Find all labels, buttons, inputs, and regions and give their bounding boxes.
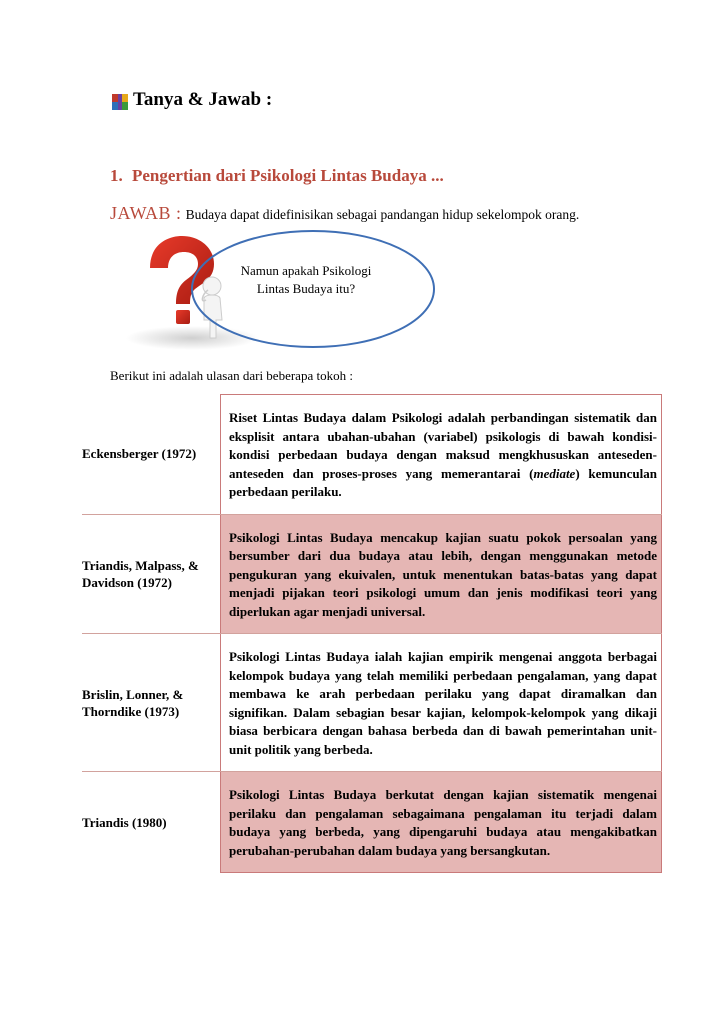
bubble-line-2: Lintas Budaya itu? [256,281,356,296]
section-title: Tanya & Jawab : [133,89,273,110]
author-name: Triandis (1980) [82,815,167,830]
answer-label: JAWAB : [110,203,182,223]
question [110,166,444,186]
table-row [82,633,662,771]
emphasized-term: mediate [533,465,576,481]
question-number: 1. [110,166,123,185]
definitions-table [82,394,662,873]
table-row [82,394,662,514]
question-text: Pengertian dari Psikologi Lintas Budaya ... [132,166,444,185]
definition-text: Riset Lintas Budaya dalam Psikologi adalah perbandingan sistematik dan eksplisit antara ubahan-ubahan (variabel) psikologis di bawah kondisi-kondisi perbedaan budaya dengan maksud mengkhususkan anteseden-anteseden dan proses-proses yang memerantarai (mediate) kemunculan perbedaan perilaku. [229,410,658,499]
colored-square-bullet-icon [112,94,128,110]
author-name: Eckensberger (1972) [82,446,197,462]
table-row [82,771,662,873]
definition-text: Psikologi Lintas Budaya ialah kajian empirik mengenai anggota berbagai kelompok budaya yang telah memiliki perbedaan pengalaman, yang dapat membawa ke arah perbedaan perilaku yang dapat diramalkan dan signifikan. Dalam sebagian besar kajian, kelompok-kelompok yang dikaji biasa berbicara dengan bahasa berbeda dan di bawah pemerintahan unit-unit politik yang berbeda. [229,649,657,757]
speech-bubble-text [216,262,396,298]
definition-cell [220,515,662,634]
definition-cell [220,772,662,873]
definition-cell [220,634,662,771]
definition-text: Psikologi Lintas Budaya mencakup kajian suatu pokok persoalan yang bersumber dari dua budaya atau lebih, dengan menggunakan metode pengukuran yang ekuivalen, untuk menentukan batas-batas yang dapat menjadi pijakan teori psikologi umum dan jenis modifikasi teori yang diperlukan agar menjadi universal. [229,529,657,619]
author-name: Triandis, Malpass, & Davidson (1972) [82,557,199,590]
table-row [82,514,662,634]
answer-text: Budaya dapat didefinisikan sebagai pandangan hidup sekelompok orang. [185,207,580,222]
answer [110,203,579,224]
definition-text: Psikologi Lintas Budaya berkutat dengan kajian sistematik mengenai perilaku dan pengalaman sebagaimana pengalaman itu terjadi dalam budaya yang berbeda, yang dipengaruhi budaya atau mengakibatkan perubahan-perubahan dalam budaya yang bersangkutan. [229,787,657,858]
author-name: Brislin, Lonner, & Thorndike (1973) [82,686,184,719]
intro-text: Berikut ini adalah ulasan dari beberapa tokoh : [110,368,353,383]
definition-cell [220,394,662,514]
bubble-line-1: Namun apakah Psikologi [240,263,372,278]
